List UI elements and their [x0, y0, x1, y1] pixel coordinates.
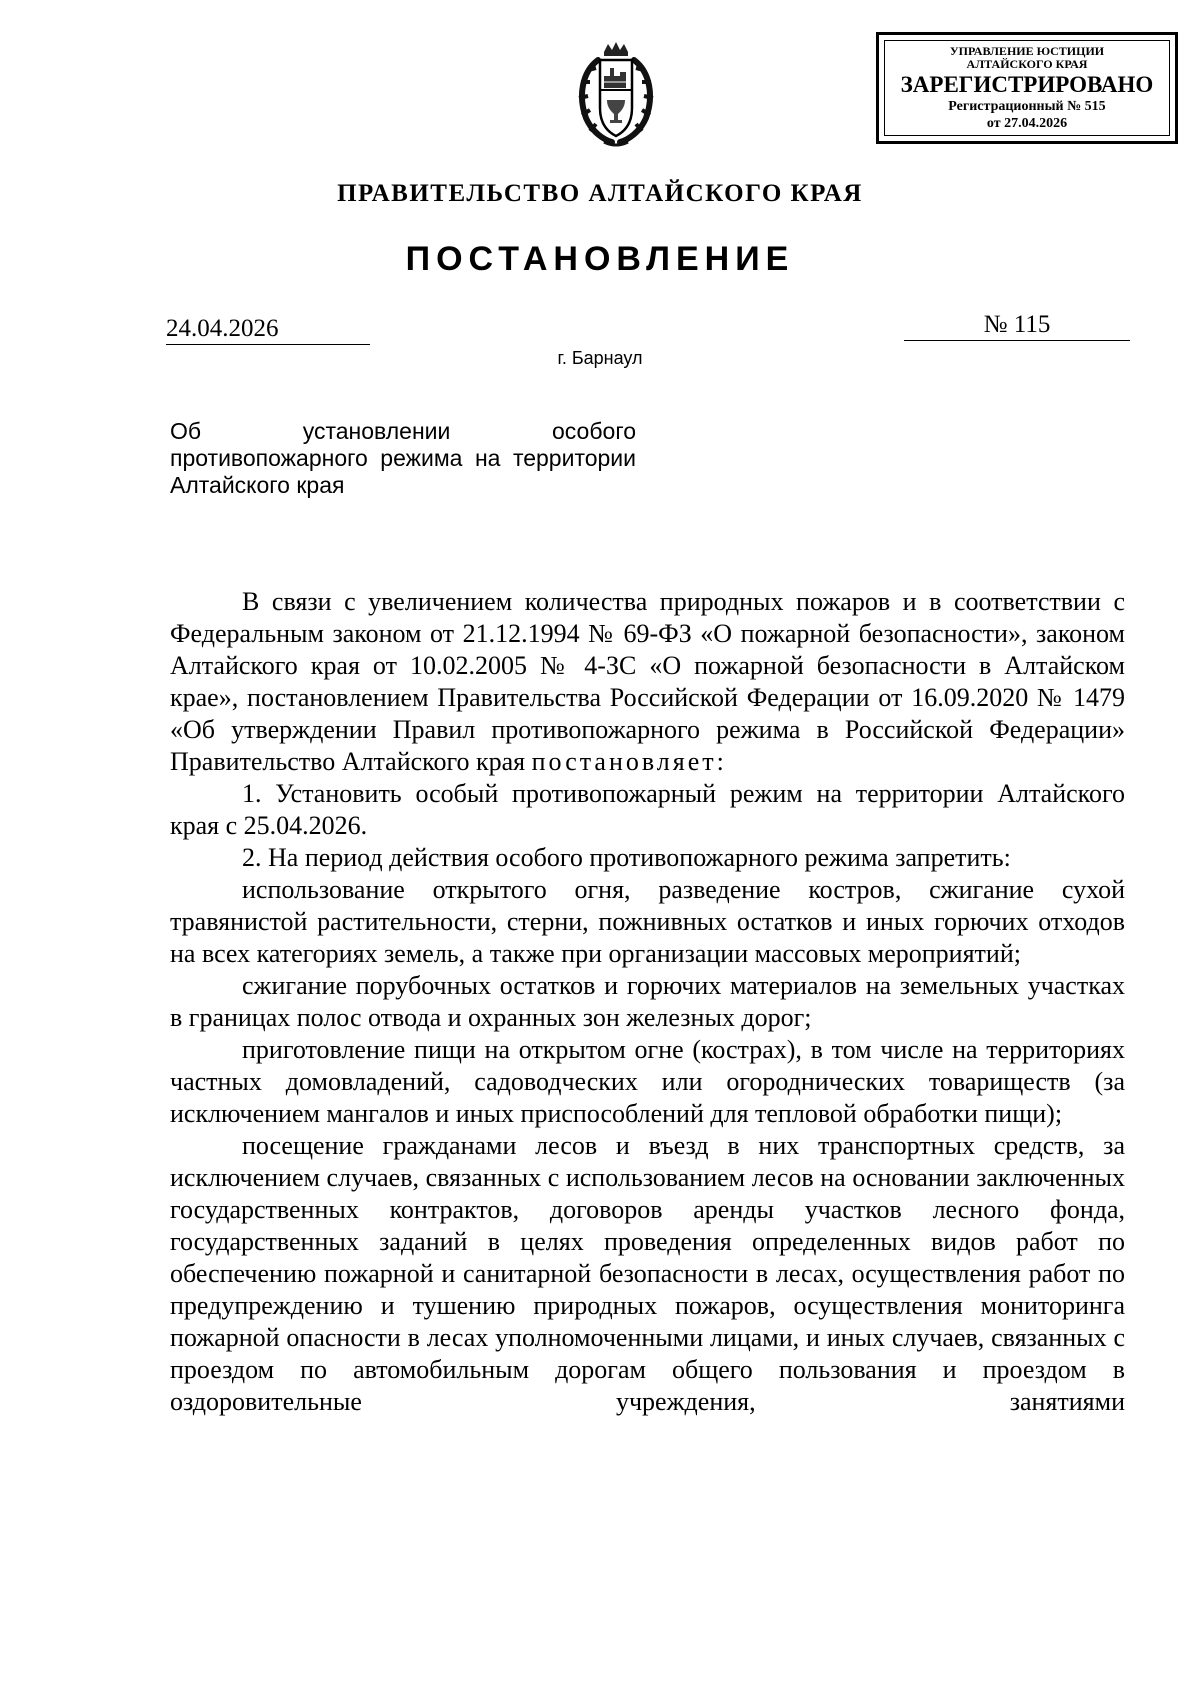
document-type-title: ПОСТАНОВЛЕНИЕ [405, 240, 795, 278]
stamp-org-line-1: УПРАВЛЕНИЕ ЮСТИЦИИ [949, 44, 1105, 58]
registration-stamp [876, 32, 1178, 144]
prohibition-open-fire: использование открытого огня, разведение костров, сжигание сухой травянистой растительности, стерни, пожнивных остатков и иных горючих отходов на всех категориях земель, а также при организации массовых мероприятий; [170, 875, 1125, 968]
preamble-text: В связи с увеличением количества природных пожаров и в соответствии с Федеральным законом от 21.12.1994 № 69-ФЗ «О пожарной безопасности», законом Алтайского края от 10.02.2005 № 4-ЗС «О пожарной безопасности в Алтайском крае», постановлением Правительства Российской Федерации от 16.09.2020 № 1479 «Об утверждении Правил противопожарного режима в Российской Федерации» Правительство Алтайского края [170, 587, 1125, 776]
document-city: г. Барнаул [557, 348, 643, 368]
prohibition-burning-residues: сжигание порубочных остатков и горючих материалов на земельных участках в границах полос отвода и охранных зон железных дорог; [170, 971, 1125, 1032]
document-body [170, 586, 1125, 1418]
document-number: № 115 [904, 310, 1130, 341]
prohibition-forest-visits: посещение гражданами лесов и въезд в них транспортных средств, за исключением случаев, связанных с использованием лесов на основании заключенных государственных контрактов, договоров аренды участков лесного фонда, государственных заданий в целях проведения определенных видов работ по обеспечению пожарной и санитарной безопасности в лесах, осуществления работ по предупреждению и тушению природных пожаров, осуществления мониторинга пожарной опасности в лесах уполномоченными лицами, и иных случаев, связанных с проездом по автомобильным дорогам общего пользования и проездом в оздоровительные учреждения, занятиями [170, 1131, 1125, 1416]
stamp-reg-date: от 27.04.2026 [986, 116, 1068, 131]
stamp-reg-number: Регистрационный № 515 [948, 99, 1106, 114]
government-name: ПРАВИТЕЛЬСТВО АЛТАЙСКОГО КРАЯ [337, 180, 863, 207]
document-subject: Об установлении особого противопожарного режима на территории Алтайского края [170, 418, 636, 498]
paragraph-item-2: 2. На период действия особого противопожарного режима запретить: [242, 843, 1011, 872]
document-date: 24.04.2026 [166, 314, 370, 345]
preamble-paragraph [170, 586, 1125, 778]
registration-stamp-inner [884, 40, 1170, 136]
paragraph-item-1: 1. Установить особый противопожарный режим на территории Алтайского края с 25.04.2026. [170, 779, 1125, 840]
stamp-status: ЗАРЕГИСТРИРОВАНО [900, 72, 1154, 97]
decree-word: постановляет: [531, 747, 727, 776]
stamp-org-line-2: АЛТАЙСКОГО КРАЯ [966, 57, 1088, 71]
coat-of-arms-emblem [574, 38, 658, 150]
prohibition-cooking-open-fire: приготовление пищи на открытом огне (кострах), в том числе на территориях частных домовладений, садоводческих или огороднических товариществ (за исключением мангалов и иных приспособлений для тепловой обработки пищи); [170, 1035, 1125, 1128]
